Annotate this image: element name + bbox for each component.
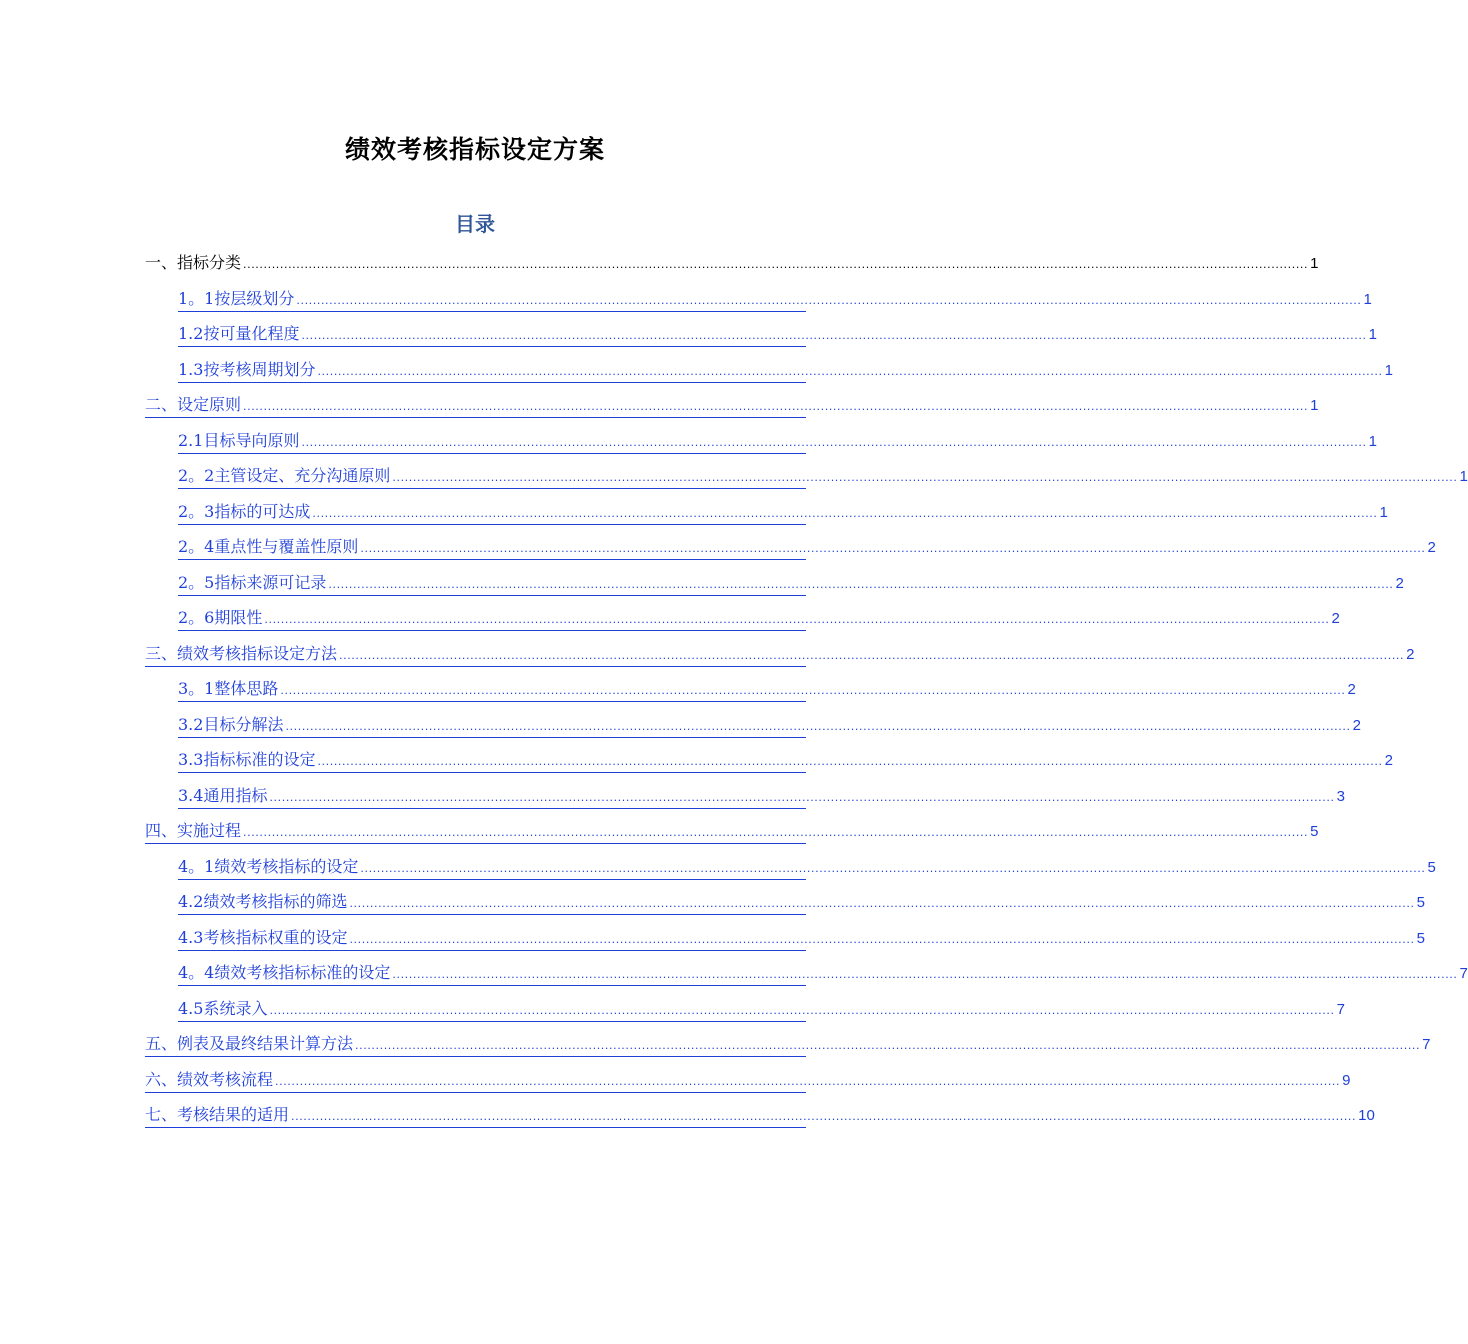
toc-dot-leader: .................................................................................................................................................................................................................................................................... [360, 861, 1426, 875]
toc-entry-page-number: 1 [1459, 468, 1468, 485]
toc-entry-page-number: 1 [1368, 326, 1377, 343]
toc-dot-leader: .................................................................................................................................................................................................................................................................... [285, 719, 1351, 733]
toc-entry[interactable] [178, 284, 1372, 312]
toc-entry-page-number: 9 [1342, 1071, 1351, 1089]
toc-entry-page-number: 2 [1406, 645, 1415, 663]
toc-entry-page-number: 2 [1331, 610, 1340, 627]
toc-entry-page-number: 3 [1336, 787, 1345, 805]
toc-dot-leader: .................................................................................................................................................................................................................................................................... [339, 648, 1405, 662]
toc-dot-leader: .................................................................................................................................................................................................................................................................... [243, 826, 1309, 839]
toc-entry[interactable] [178, 781, 1345, 809]
toc-entry-title: 2。5指标来源可记录 [178, 572, 327, 592]
toc-entry[interactable] [178, 887, 1425, 915]
toc-entry-page-number: 1 [1310, 255, 1319, 272]
toc-entry-title: 三、绩效考核指标设定方法 [145, 643, 338, 663]
toc-entry-page-number: 10 [1358, 1107, 1375, 1124]
toc-entry[interactable] [178, 923, 1425, 951]
toc-entry[interactable] [145, 1100, 1375, 1128]
toc-entry[interactable] [178, 355, 1393, 383]
toc-entry[interactable] [178, 710, 1361, 738]
toc-entry-title: 1.3按考核周期划分 [178, 359, 316, 379]
toc-entry[interactable] [145, 1029, 1431, 1057]
toc-dot-leader: .................................................................................................................................................................................................................................................................... [243, 400, 1309, 413]
toc-entry[interactable] [145, 1065, 1351, 1093]
toc-entry-title: 4.5系统录入 [178, 998, 268, 1018]
toc-entry[interactable] [178, 461, 1468, 489]
toc-entry[interactable] [178, 852, 1436, 880]
toc-entry-title: 1。1按层级划分 [178, 288, 295, 308]
toc-entry-title: 2。6期限性 [178, 608, 263, 627]
toc-entry-title: 2。2主管设定、充分沟通原则 [178, 466, 391, 485]
toc-entry-title: 二、设定原则 [145, 395, 242, 414]
toc-entry[interactable] [178, 958, 1468, 986]
toc-entry-title: 1.2按可量化程度 [178, 324, 300, 343]
toc-entry-page-number: 2 [1395, 574, 1404, 592]
toc-entry-title: 六、绩效考核流程 [145, 1069, 274, 1089]
toc-entry-title: 4。4绩效考核指标标准的设定 [178, 963, 391, 982]
toc-dot-leader: .................................................................................................................................................................................................................................................................... [269, 790, 1335, 804]
toc-dot-leader: .................................................................................................................................................................................................................................................................... [355, 1039, 1421, 1052]
toc-entry-title: 3.2目标分解法 [178, 714, 284, 734]
toc-dot-leader: .................................................................................................................................................................................................................................................................... [317, 755, 1383, 768]
toc-entry-page-number: 7 [1336, 1000, 1345, 1018]
toc-entry-page-number: 5 [1416, 929, 1425, 947]
toc-heading: 目录 [455, 212, 495, 236]
toc-entry-title: 2。3指标的可达成 [178, 501, 311, 521]
toc-entry-page-number: 1 [1384, 361, 1393, 379]
document-title: 绩效考核指标设定方案 [344, 135, 605, 164]
toc-entry-title: 2。4重点性与覆盖性原则 [178, 537, 359, 556]
toc-entry-title: 七、考核结果的适用 [145, 1105, 290, 1124]
toc-entry[interactable] [178, 497, 1388, 525]
toc-dot-leader: .................................................................................................................................................................................................................................................................... [296, 293, 1362, 307]
toc-entry[interactable] [145, 390, 1319, 418]
toc-entry-title: 一、指标分类 [145, 253, 242, 272]
toc-dot-leader: .................................................................................................................................................................................................................................................................... [312, 506, 1378, 520]
toc-entry-title: 3.3指标标准的设定 [178, 750, 316, 769]
toc-entry[interactable] [178, 426, 1377, 454]
toc-entry-page-number: 2 [1384, 752, 1393, 769]
toc-entry-page-number: 1 [1368, 432, 1377, 450]
toc-entry-page-number: 1 [1310, 397, 1319, 414]
toc-dot-leader: .................................................................................................................................................................................................................................................................... [243, 258, 1309, 271]
toc-entry-page-number: 2 [1427, 539, 1436, 556]
toc-entry[interactable] [178, 532, 1436, 560]
toc-entry-title: 2.1目标导向原则 [178, 430, 300, 450]
toc-entry-title: 4.2绩效考核指标的筛选 [178, 892, 348, 911]
toc-entry-title: 四、实施过程 [145, 821, 242, 840]
toc-dot-leader: .................................................................................................................................................................................................................................................................... [264, 613, 1330, 626]
toc-entry-page-number: 5 [1427, 858, 1436, 876]
toc-dot-leader: .................................................................................................................................................................................................................................................................... [275, 1074, 1341, 1088]
toc-dot-leader: .................................................................................................................................................................................................................................................................... [317, 364, 1383, 378]
toc-entry-page-number: 5 [1310, 823, 1319, 840]
toc-dot-leader: .................................................................................................................................................................................................................................................................... [291, 1110, 1357, 1123]
toc-entry-title: 4.3考核指标权重的设定 [178, 927, 348, 947]
toc-dot-leader: .................................................................................................................................................................................................................................................................... [360, 542, 1426, 555]
toc-dot-leader: .................................................................................................................................................................................................................................................................... [301, 329, 1367, 342]
toc-dot-leader: .................................................................................................................................................................................................................................................................... [269, 1003, 1335, 1017]
toc-entry-page-number: 2 [1352, 716, 1361, 734]
toc-dot-leader: .................................................................................................................................................................................................................................................................... [349, 932, 1415, 946]
toc-entry-page-number: 1 [1379, 503, 1388, 521]
toc-entry-page-number: 7 [1422, 1036, 1431, 1053]
toc-entry-title: 3.4通用指标 [178, 785, 268, 805]
toc-dot-leader: .................................................................................................................................................................................................................................................................... [392, 968, 1458, 981]
toc-entry-page-number: 5 [1416, 894, 1425, 911]
toc-dot-leader: .................................................................................................................................................................................................................................................................... [301, 435, 1367, 449]
toc-entry[interactable] [178, 994, 1345, 1022]
toc-entry-page-number: 1 [1363, 290, 1372, 308]
toc-entry[interactable] [178, 319, 1377, 347]
toc-entry[interactable] [178, 603, 1340, 631]
toc-entry [145, 248, 1319, 278]
toc-entry[interactable] [178, 568, 1404, 596]
toc-entry[interactable] [145, 816, 1319, 844]
toc-dot-leader: .................................................................................................................................................................................................................................................................... [328, 577, 1394, 591]
toc-dot-leader: .................................................................................................................................................................................................................................................................... [280, 684, 1346, 697]
toc-entry-title: 3。1整体思路 [178, 679, 279, 698]
toc-entry[interactable] [178, 674, 1356, 702]
toc-dot-leader: .................................................................................................................................................................................................................................................................... [349, 897, 1415, 910]
toc-entry[interactable] [145, 639, 1415, 667]
toc-entry-page-number: 2 [1347, 681, 1356, 698]
toc-entry[interactable] [178, 745, 1393, 773]
toc-entry-title: 4。1绩效考核指标的设定 [178, 856, 359, 876]
toc-entry-title: 五、例表及最终结果计算方法 [145, 1034, 354, 1053]
toc-entry-page-number: 7 [1459, 965, 1468, 982]
toc-dot-leader: .................................................................................................................................................................................................................................................................... [392, 471, 1458, 484]
